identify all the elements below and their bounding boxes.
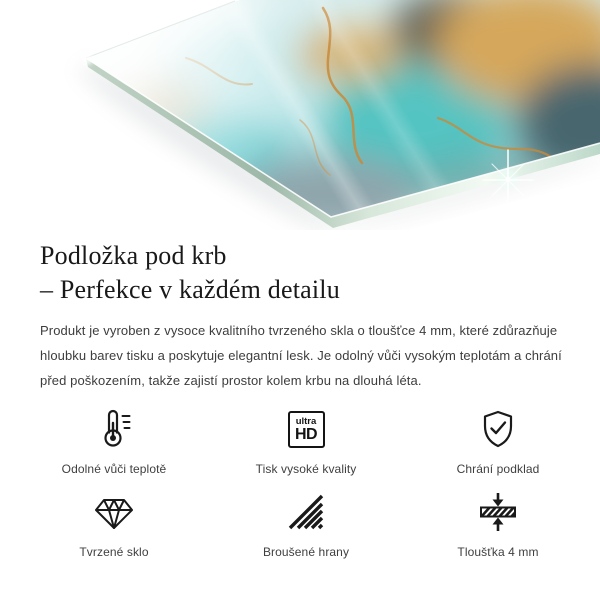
- product-photo: [0, 0, 600, 230]
- feature-polished-edges: [210, 488, 402, 559]
- feature-label: Broušené hrany: [262, 545, 350, 559]
- page-title-line2: – Perfekce v každém detailu: [40, 275, 340, 304]
- corner-glint: [83, 55, 93, 65]
- feature-grid: [18, 405, 594, 559]
- shield-check-icon: [476, 405, 520, 453]
- feature-protects-surface: [402, 405, 594, 476]
- feature-label: Odolné vůči teplotě: [61, 462, 167, 476]
- ultra-hd-text-top: ultra: [295, 415, 317, 427]
- page-title-line1: Podložka pod krb: [40, 241, 227, 270]
- glass-panel-illustration: [0, 0, 600, 230]
- page-title: [40, 239, 572, 307]
- feature-thickness: [402, 488, 594, 559]
- feature-label: Tloušťka 4 mm: [457, 545, 539, 559]
- thickness-icon: [476, 488, 520, 536]
- product-description: Produkt je vyroben z vysoce kvalitního tvrzeného skla o tloušťce 4 mm, které zdůrazňuje hloubku barev tisku a poskytuje elegantní lesk. Je odolný vůči vysokým teplotám a chrání před poškozením, takže zajistí prostor kolem krbu na dlouhá léta.: [40, 323, 562, 388]
- ultra-hd-icon: [288, 405, 325, 453]
- ultra-hd-text-bottom: HD: [294, 425, 318, 443]
- diamond-icon: [92, 488, 136, 536]
- thermometer-icon: [92, 405, 136, 453]
- feature-print-quality: [210, 405, 402, 476]
- feature-tempered-glass: [18, 488, 210, 559]
- feature-heat-resistant: [18, 405, 210, 476]
- feature-label: Tvrzené sklo: [79, 545, 149, 559]
- feature-label: Tisk vysoké kvality: [255, 462, 357, 476]
- beveled-edges-icon: [284, 488, 328, 536]
- marble-artwork: [10, 0, 600, 230]
- feature-label: Chrání podklad: [456, 462, 540, 476]
- product-info: [0, 239, 600, 559]
